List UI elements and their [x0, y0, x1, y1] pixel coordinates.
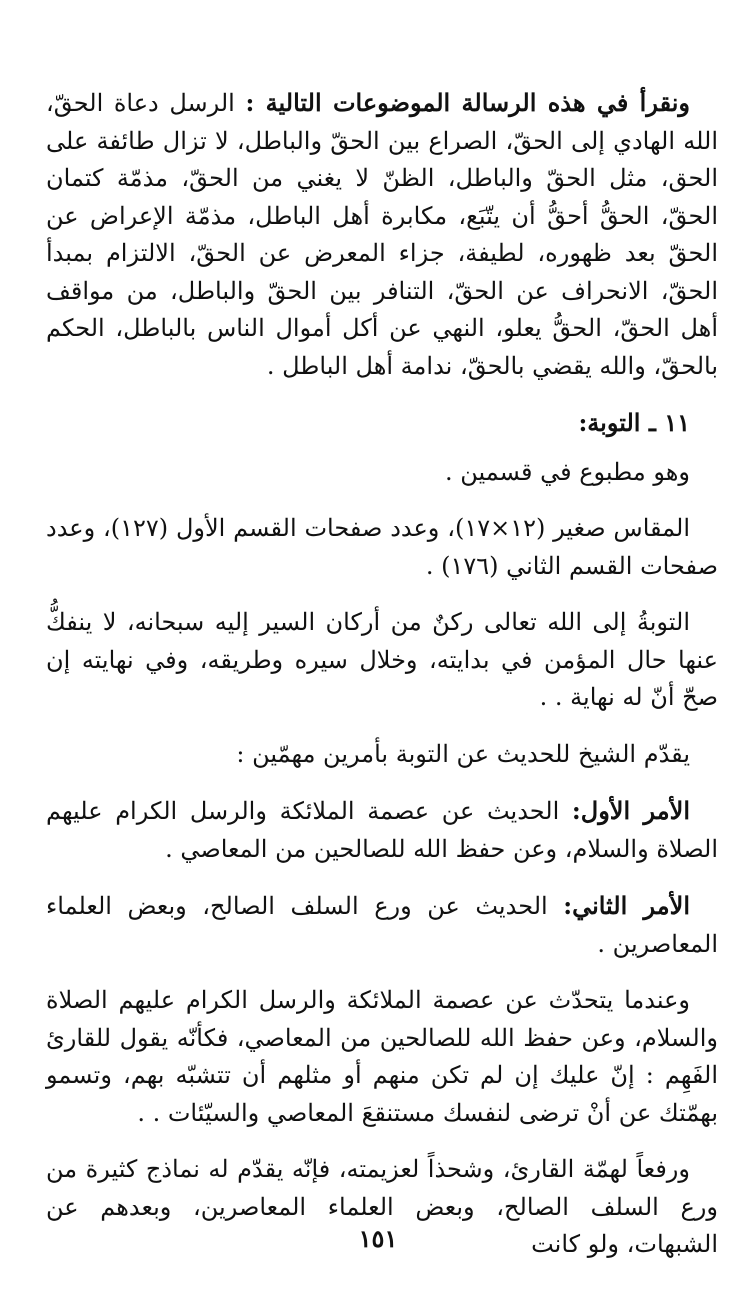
second-matter-label: الأمر الثاني:: [563, 891, 690, 920]
size-info: المقاس صغير (١٢×١٧)، وعدد صفحات القسم الأول (١٢٧)، وعدد صفحات القسم الثاني (١٧٦) .: [46, 514, 718, 580]
intro-paragraph: [46, 84, 718, 385]
printed-note: وهو مطبوع في قسمين .: [444, 457, 690, 486]
page-number: ١٥١: [358, 1224, 398, 1253]
second-matter: [46, 887, 718, 963]
page-content: [46, 84, 718, 1283]
repentance-paragraph: التوبةُ إلى الله تعالى ركنٌ من أركان السير إليه سبحانه، لا ينفكُّ عنها حال المؤمن في بدايته، وخلال سيره وطريقه، وفي نهايته إن صحّ أنّ له نهاية . .: [46, 608, 718, 711]
intro-topics: الرسل دعاة الحقّ، الله الهادي إلى الحقّ، الصراع بين الحقّ والباطل، لا تزال طائفة على الحق، مثل الحقّ والباطل، الظنّ لا يغني من الحقّ، مذمّة كتمان الحقّ، الحقُّ أحقُّ أن يتّبَع، مكابرة أهل الباطل، مذمّة الإعراض عن الحقّ بعد ظهوره، لطيفة، جزاء المعرض عن الحقّ، الالتزام بمبدأ الحقّ، الانحراف عن الحقّ، التنافر بين الحقّ والباطل، من مواقف أهل الحقّ، الحقُّ يعلو، النهي عن أكل أموال الناس بالباطل، الحكم بالحقّ، والله يقضي بالحقّ، ندامة أهل الباطل .: [46, 89, 718, 380]
two-matters-intro: يقدّم الشيخ للحديث عن التوبة بأمرين مهمّين :: [236, 739, 690, 768]
first-matter-label: الأمر الأول:: [571, 796, 690, 825]
section-heading: ١١ ـ التوبة:: [578, 408, 690, 437]
first-matter-body: الحديث عن عصمة الملائكة والرسل الكرام عليهم الصلاة والسلام، وعن حفظ الله للصالحين من المعاصي .: [46, 797, 718, 863]
first-matter: [46, 792, 718, 868]
second-matter-body: الحديث عن ورع السلف الصالح، وبعض العلماء المعاصرين .: [46, 892, 718, 958]
discussion-paragraph: وعندما يتحدّث عن عصمة الملائكة والرسل الكرام عليهم الصلاة والسلام، وعن حفظ الله للصالحين من المعاصي، فكأنّه يقول للقارئ الفَهِم : إنّ عليك إن لم تكن منهم أو مثلهم أن تتشبّه بهم، وتسمو بهمّتك عن أنْ ترضى لنفسك مستنقعَ المعاصي والسيّئات . .: [46, 986, 718, 1127]
intro-lead: ونقرأ في هذه الرسالة الموضوعات التالية :: [245, 88, 690, 117]
closing-paragraph: ورفعاً لهمّة القارئ، وشحذاً لعزيمته، فإنّه يقدّم له نماذج كثيرة من ورع السلف الصالح، وبعض العلماء المعاصرين، وبعدهم عن الشبهات، ولو كانت: [46, 1155, 718, 1258]
